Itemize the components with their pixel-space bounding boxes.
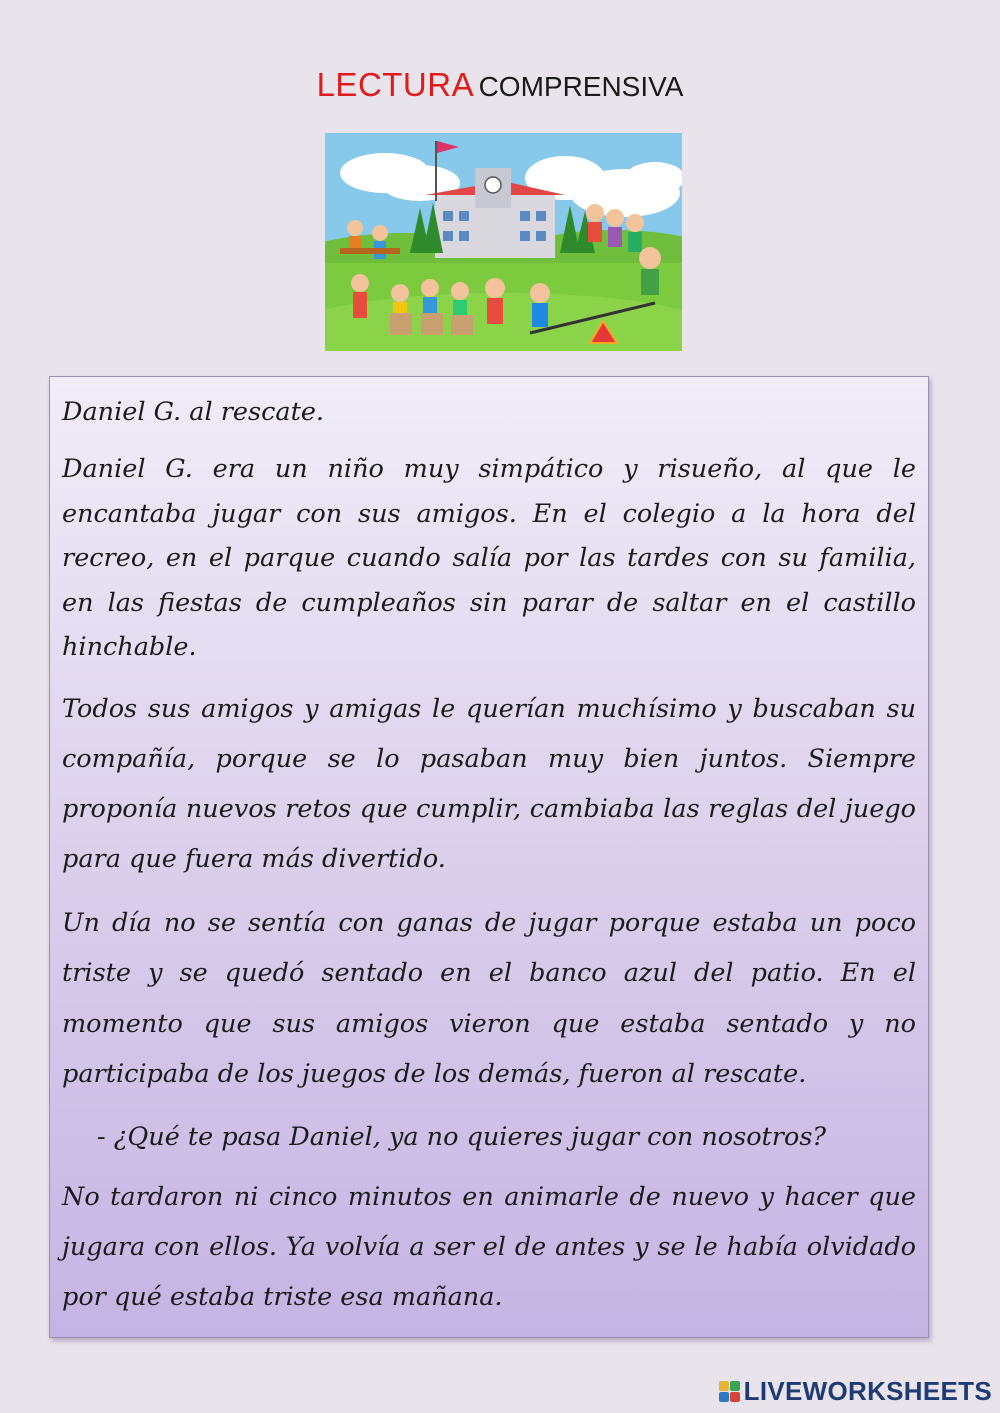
reading-text-box: [49, 376, 929, 1338]
school-playground-illustration: [325, 133, 682, 351]
title-comprensiva: COMPRENSIVA: [478, 71, 684, 102]
title-lectura: LECTURA: [316, 66, 475, 103]
story-title: Daniel G. al rescate.: [62, 397, 325, 427]
watermark-text: LIVEWORKSHEETS: [743, 1376, 992, 1406]
dialogue-line: - ¿Qué te pasa Daniel, ya no quieres jugar con nosotros?: [97, 1121, 827, 1152]
liveworksheets-watermark[interactable]: [719, 1376, 992, 1407]
paragraph-1: Daniel G. era un niño muy simpático y risueño, al que le encantaba jugar con sus amigos. En el colegio a la hora del recreo, en el parque cuando salía por las tardes con su familia, en las fiestas de cumpleaños sin parar de saltar en el castillo hinchable.: [62, 454, 916, 662]
paragraph-4: No tardaron ni cinco minutos en animarle de nuevo y hacer que jugara con ellos. Ya volvía a ser el de antes y se le había olvidado por qué estaba triste esa mañana.: [62, 1181, 916, 1312]
paragraph-3: Un día no se sentía con ganas de jugar porque estaba un poco triste y se quedó sentado en el banco azul del patio. En el momento que sus amigos vieron que estaba sentado y no participaba de los juegos de los demás, fueron al rescate.: [62, 907, 916, 1089]
liveworksheets-logo-icon: [719, 1381, 740, 1402]
page-title: [0, 66, 1000, 104]
illustration-svg: [325, 133, 682, 351]
paragraph-2: Todos sus amigos y amigas le querían muchísimo y buscaban su compañía, porque se lo pasaban muy bien juntos. Siempre proponía nuevos retos que cumplir, cambiaba las reglas del juego para que fuera más divertido.: [62, 693, 916, 874]
